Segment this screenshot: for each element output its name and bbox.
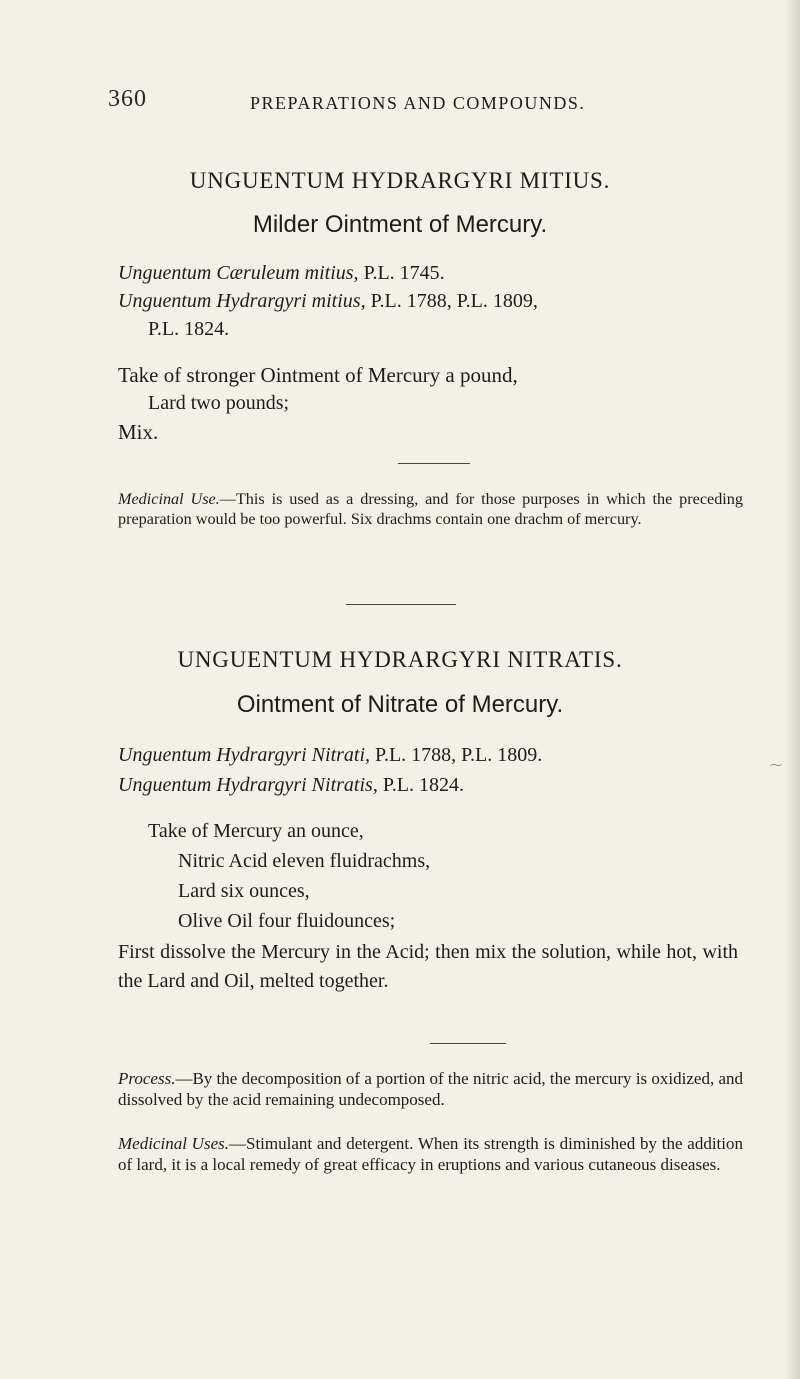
synonym-line [148,318,229,341]
section-subtitle-nitrate: Ointment of Nitrate of Mercury. [236,691,564,718]
note-text: —This is used as a dressing, and for those purposes in which the preceding preparation would be too powerful. Six drachms contain one drachm of mercury. [118,490,743,528]
running-head: PREPARATIONS AND COMPOUNDS. [250,93,586,113]
synonym-line [118,774,464,797]
synonym-name: Unguentum Hydrargyri mitius, [118,290,366,312]
synonym-refs: P.L. 1788, P.L. 1809, [365,290,538,312]
synonym-refs: P.L. 1824. [377,774,464,796]
recipe-line: Nitric Acid eleven fluidrachms, [178,850,431,872]
synonym-refs: P.L. 1745. [358,262,445,284]
uses-text: —Stimulant and detergent. When its strength is diminished by the addition of lard, it is a local remedy of great efficacy in eruptions and various cutaneous diseases. [118,1134,743,1174]
synonym-refs: P.L. 1788, P.L. 1809. [370,744,543,766]
note-label: Medicinal Use. [118,490,220,508]
synonym-name: Unguentum Cæruleum mitius, [118,262,359,284]
medicinal-uses-note [118,1133,743,1175]
synonym-name: Unguentum Hydrargyri Nitratis, [118,774,378,796]
ink-blemish: ⁓ [770,758,782,772]
short-rule [398,463,470,464]
recipe-line: Take of Mercury an ounce, [148,820,364,842]
recipe-line: Mix. [118,420,159,444]
short-rule [430,1043,506,1044]
directions-paragraph: First dissolve the Mercury in the Acid; then mix the solution, while hot, with the Lard and Oil, melted together. [118,941,738,992]
section-title-nitratis: UNGUENTUM HYDRARGYRI NITRATIS. [177,647,623,672]
synonym-line [118,290,538,313]
page-number: 360 [108,86,147,112]
medicinal-use-note [118,489,743,529]
process-label: Process. [118,1069,176,1088]
section-divider-rule [346,604,456,605]
recipe-line: Lard two pounds; [148,392,290,414]
section-title-mitius: UNGUENTUM HYDRARGYRI MITIUS. [189,168,611,193]
process-text: —By the decomposition of a portion of the nitric acid, the mercury is oxidized, and dissolved by the acid remaining undecomposed. [118,1069,743,1109]
section-subtitle-milder: Milder Ointment of Mercury. [252,211,548,238]
recipe-line: Take of stronger Ointment of Mercury a pound, [118,363,518,387]
synonym-line [118,262,445,285]
uses-label: Medicinal Uses. [118,1134,229,1153]
recipe-line: Lard six ounces, [178,880,310,902]
synonym-refs: P.L. 1824. [148,318,230,340]
recipe-line: Olive Oil four fluidounces; [178,910,396,932]
page-edge-shadow [784,0,800,1379]
process-note [118,1068,743,1110]
synonym-name: Unguentum Hydrargyri Nitrati, [118,744,371,766]
synonym-line [118,744,542,767]
